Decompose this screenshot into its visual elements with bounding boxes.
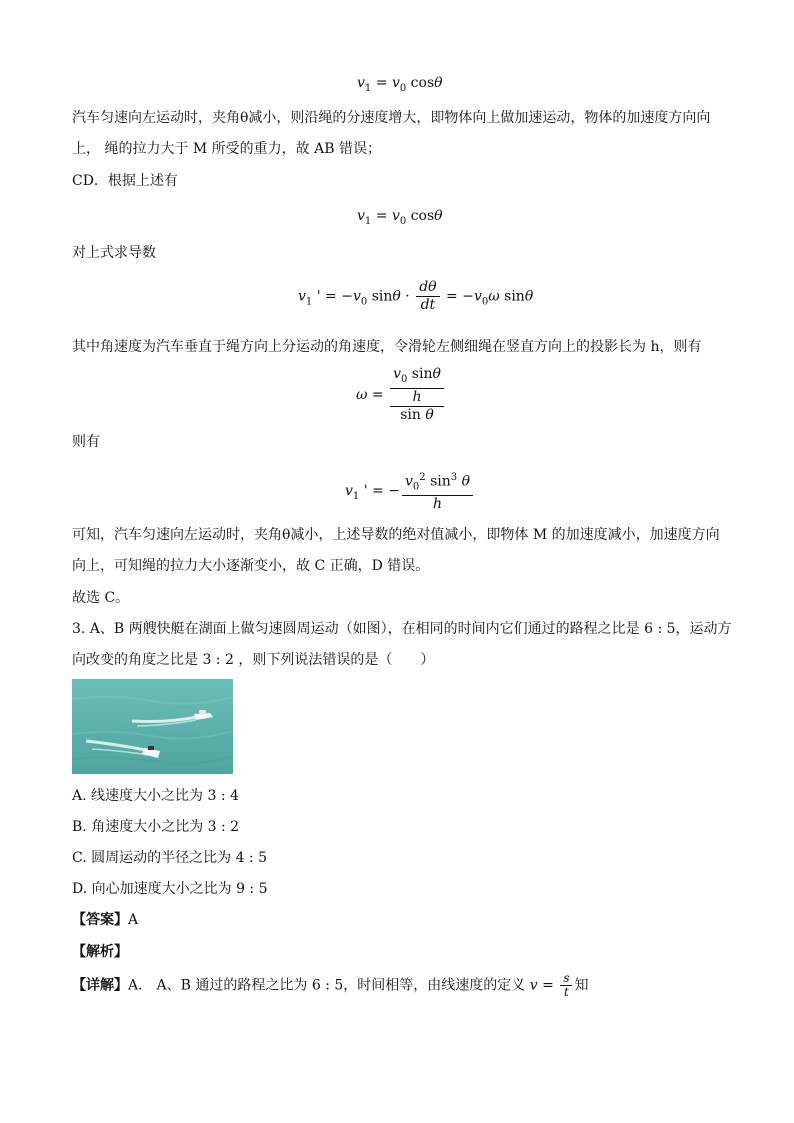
paragraph-line: 故选 C。 xyxy=(72,590,130,606)
eq-symbol: v xyxy=(357,208,365,224)
fraction-denominator xyxy=(390,407,444,424)
speedboats-image xyxy=(72,679,233,774)
detail-line xyxy=(72,972,588,999)
question-3-text: 向改变的角度之比是 3 : 2 ，则下列说法错误的是（ ） xyxy=(72,652,435,668)
eq-symbol: θ xyxy=(457,473,471,490)
fraction-numerator: s xyxy=(560,972,572,986)
eq-sub: 1 xyxy=(305,296,313,308)
eq-symbol: v xyxy=(391,75,400,91)
paragraph-line: 汽车匀速向左运动时，夹角θ减小，则沿绳的分速度增大，即物体向上做加速运动，物体的加速度方向向 xyxy=(72,110,711,126)
fraction xyxy=(416,279,439,314)
question-3-text: 3. A、B 两艘快艇在湖面上做匀速圆周运动（如图），在相同的时间内它们通过的路程之比是 6 : 5，运动方 xyxy=(72,621,732,637)
eq-fn: sin xyxy=(367,288,393,305)
eq-symbol: v xyxy=(357,75,365,91)
eq-fn: cos xyxy=(406,208,435,224)
eq-sup: 3 xyxy=(450,472,458,483)
option-d: D. 向心加速度大小之比为 9 : 5 xyxy=(72,881,268,897)
fraction-numerator xyxy=(402,469,473,496)
paragraph-line: CD．根据上述有 xyxy=(72,173,178,189)
eq-sub: 0 xyxy=(481,296,489,308)
option-b: B. 角速度大小之比为 3 : 2 xyxy=(72,819,240,835)
eq-symbol: v xyxy=(352,288,361,305)
compound-fraction xyxy=(390,366,444,424)
eq-symbol: v xyxy=(345,483,353,500)
eq-symbol: θ xyxy=(434,208,443,224)
eq-op: = − xyxy=(441,288,474,305)
eq-op: ' = − xyxy=(359,483,400,500)
eq-symbol: θ xyxy=(392,288,401,305)
answer-tag: 【答案】 xyxy=(72,912,128,928)
fraction-denominator: t xyxy=(563,985,569,999)
eq-sub: 0 xyxy=(400,373,408,385)
answer-value: A xyxy=(128,912,139,928)
paragraph-line: 向上，可知绳的拉力大小逐渐变小，故 C 正确，D 错误。 xyxy=(72,558,430,574)
detail-text: A． A、B 通过的路程之比为 6 : 5，时间相等，由线速度的定义 xyxy=(128,977,530,994)
fraction-denominator: h xyxy=(432,496,443,513)
eq-op: = xyxy=(537,977,559,994)
paragraph-line: 上， 绳的拉力大于 M 所受的重力，故 AB 错误； xyxy=(72,141,381,157)
eq-sub: 1 xyxy=(352,491,360,503)
fraction-numerator xyxy=(390,366,444,389)
equation-v1 xyxy=(357,74,443,98)
analysis-line xyxy=(72,942,128,962)
eq-symbol: θ xyxy=(524,288,534,305)
detail-tag: 【详解】 xyxy=(72,977,128,994)
eq-symbol: ω xyxy=(488,288,500,305)
equation-v1-repeat xyxy=(357,207,443,231)
paragraph-line: 则有 xyxy=(72,434,100,450)
equation-derivative xyxy=(298,279,533,314)
eq-symbol: v xyxy=(298,288,306,305)
fraction xyxy=(560,972,572,999)
paragraph-line: 其中角速度为汽车垂直于绳方向上分运动的角速度，令滑轮左侧细绳在竖直方向上的投影长为 h，则有 xyxy=(72,339,702,355)
eq-op: = xyxy=(367,386,389,403)
fraction-inner: h xyxy=(390,389,444,407)
eq-symbol: v xyxy=(473,288,482,305)
eq-symbol: ω xyxy=(356,386,368,403)
eq-sub: 0 xyxy=(360,296,368,308)
option-c: C. 圆周运动的半径之比为 4 : 5 xyxy=(72,850,267,866)
eq-symbol: v xyxy=(391,208,400,224)
detail-end: 知 xyxy=(574,977,589,994)
eq-sub: 1 xyxy=(364,215,372,227)
equation-omega xyxy=(356,366,446,424)
equation-v1-derivative-result xyxy=(345,469,475,513)
eq-symbol: v xyxy=(529,977,538,994)
eq-symbol: v xyxy=(393,366,401,382)
eq-fn: sin xyxy=(499,288,525,305)
eq-op: · xyxy=(400,288,415,305)
answer-line xyxy=(72,910,138,930)
eq-op: ' = − xyxy=(312,288,353,305)
eq-sub: 0 xyxy=(412,481,420,493)
eq-sub: 0 xyxy=(399,82,407,94)
paragraph-line: 可知，汽车匀速向左运动时，夹角θ减小，上述导数的绝对值减小，即物体 M 的加速度减小，加速度方向 xyxy=(72,527,720,543)
eq-sub: 0 xyxy=(399,215,407,227)
eq-fn: sin xyxy=(425,473,451,490)
eq-symbol: θ xyxy=(425,406,434,423)
fraction-numerator: dθ xyxy=(416,279,439,297)
option-a: A. 线速度大小之比为 3 : 4 xyxy=(72,788,239,804)
eq-symbol: θ xyxy=(434,75,443,91)
eq-op: = xyxy=(371,75,392,91)
eq-fn: cos xyxy=(406,75,435,91)
fraction-denominator: dt xyxy=(420,297,436,313)
analysis-tag: 【解析】 xyxy=(72,944,128,960)
eq-sup: 2 xyxy=(419,472,426,483)
eq-sub: 1 xyxy=(364,82,372,94)
fraction xyxy=(402,469,473,513)
paragraph-line: 对上式求导数 xyxy=(72,245,156,261)
eq-op: = xyxy=(371,208,392,224)
eq-symbol: θ xyxy=(432,366,441,382)
eq-fn: sin xyxy=(400,406,421,423)
eq-fn: sin xyxy=(407,366,433,382)
speedboats-photo xyxy=(72,679,233,774)
eq-symbol: v xyxy=(404,473,413,490)
